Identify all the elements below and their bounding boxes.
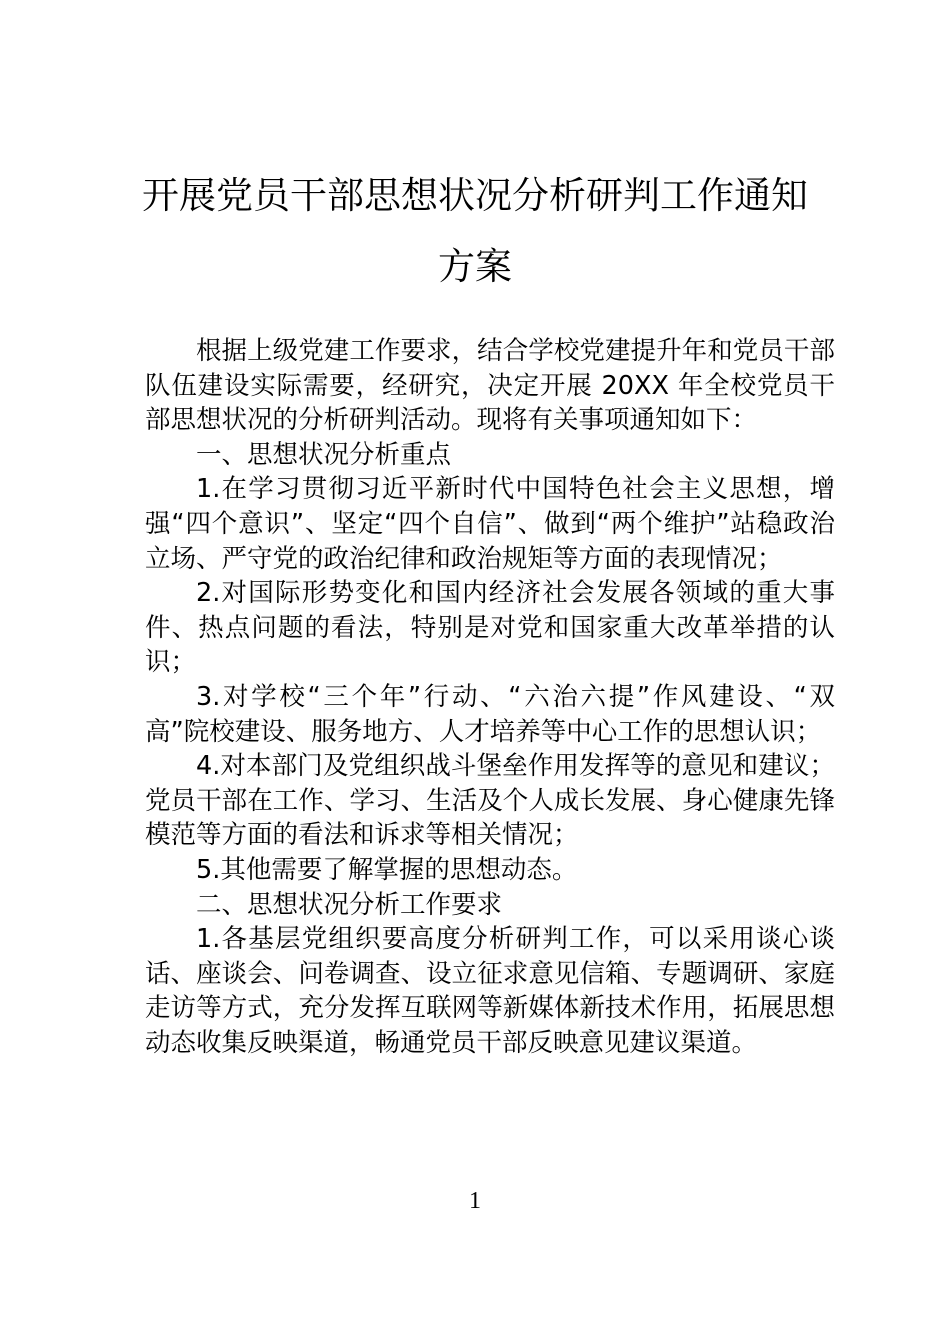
intro-paragraph: 根据上级党建工作要求，结合学校党建提升年和党员干部队伍建设实际需要，经研究，决定开展 20XX 年全校党员干部思想状况的分析研判活动。现将有关事项通知如下： — [145, 336, 835, 436]
list-item-1-5: 5.其他需要了解掌握的思想动态。 — [196, 854, 578, 885]
section-heading-1: 一、思想状况分析重点 — [196, 439, 452, 470]
page-number: 1 — [469, 1188, 481, 1214]
list-item-1-4: 4.对本部门及党组织战斗堡垒作用发挥等的意见和建议；党员干部在工作、学习、生活及个人成长发展、身心健康先锋模范等方面的看法和诉求等相关情况； — [145, 751, 835, 851]
document-title-line2: 方案 — [438, 245, 512, 288]
list-item-1-3: 3.对学校“三个年”行动、“六治六提”作风建设、“双高”院校建设、服务地方、人才培养等中心工作的思想认识； — [145, 681, 835, 747]
list-item-1-1: 1.在学习贯彻习近平新时代中国特色社会主义思想，增强“四个意识”、坚定“四个自信”、做到“两个维护”站稳政治立场、严守党的政治纪律和政治规矩等方面的表现情况； — [145, 474, 835, 574]
section-heading-2: 二、思想状况分析工作要求 — [196, 889, 503, 920]
document-title-line1: 开展党员干部思想状况分析研判工作通知 — [142, 174, 808, 217]
list-item-2-1: 1.各基层党组织要高度分析研判工作，可以采用谈心谈话、座谈会、问卷调查、设立征求意见信箱、专题调研、家庭走访等方式，充分发挥互联网等新媒体新技术作用，拓展思想动态收集反映渠道，畅通党员干部反映意见建议渠道。 — [145, 924, 835, 1058]
document-body — [145, 334, 835, 1060]
list-item-1-2: 2.对国际形势变化和国内经济社会发展各领域的重大事件、热点问题的看法，特别是对党和国家重大改革举措的认识； — [145, 578, 835, 678]
